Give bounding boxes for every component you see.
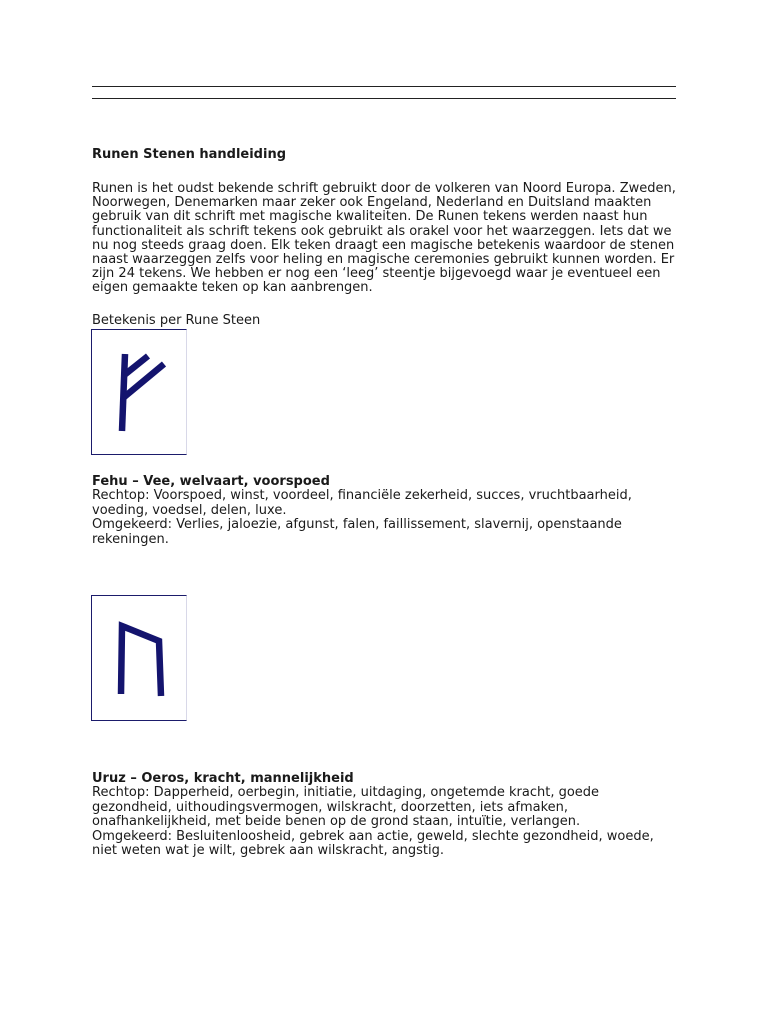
rune-name: Fehu – Vee, welvaart, voorspoed <box>92 474 330 489</box>
rune-entry-uruz <box>92 772 692 858</box>
rune-description-line: rekeningen. <box>92 531 169 547</box>
intro-line: zijn 24 tekens. We hebben er nog een ‘leeg’ steentje bijgevoegd waar je eventueel een <box>92 266 661 282</box>
rune-entry-fehu <box>92 475 692 547</box>
section-subheading: Betekenis per Rune Steen <box>92 313 261 328</box>
rune-description-line: onafhankelijkheid, met beide benen op de grond staan, intuïtie, verlangen. <box>92 814 581 830</box>
intro-line: gebruik van dit schrift met magische kwaliteiten. De Runen tekens werden naast hun <box>92 209 648 225</box>
rune-description-line: Rechtop: Voorspoed, winst, voordeel, financiële zekerheid, succes, vruchtbaarheid, <box>92 488 632 504</box>
rune-description-line: voeding, voedsel, delen, luxe. <box>92 502 287 518</box>
intro-paragraph <box>92 182 692 296</box>
rune-name: Uruz – Oeros, kracht, mannelijkheid <box>92 771 354 786</box>
intro-line: Runen is het oudst bekende schrift gebruikt door de volkeren van Noord Europa. Zweden, <box>92 181 676 196</box>
rune-description-line: Omgekeerd: Besluitenloosheid, gebrek aan actie, geweld, slechte gezondheid, woede, <box>92 828 654 844</box>
intro-line: naast waarzeggen zelfs voor heling en magische ceremonies gebruikt kunnen worden. Er <box>92 252 675 268</box>
intro-line: Noorwegen, Denemarken maar zeker ook Engeland, Nederland en Duitsland maakten <box>92 195 652 211</box>
fehu-rune-image <box>91 329 187 455</box>
document-title: Runen Stenen handleiding <box>92 147 287 162</box>
header-rule-top <box>92 86 676 87</box>
intro-line: eigen gemaakte teken op kan aanbrengen. <box>92 280 373 296</box>
fehu-rune-icon <box>92 330 188 456</box>
intro-line: nu nog steeds graag doen. Elk teken draagt een magische betekenis waardoor de stenen <box>92 237 675 253</box>
intro-line: functionaliteit als schrift tekens ook gebruikt als orakel voor het waarzeggen. Iets dat we <box>92 223 672 239</box>
rune-description-line: niet weten wat je wilt, gebrek aan wilskracht, angstig. <box>92 843 445 859</box>
uruz-rune-icon <box>92 596 188 722</box>
header-rule-bottom <box>92 98 676 99</box>
rune-description-line: gezondheid, uithoudingsvermogen, wilskracht, doorzetten, iets afmaken, <box>92 799 569 815</box>
uruz-rune-image <box>91 595 187 721</box>
rune-description-line: Omgekeerd: Verlies, jaloezie, afgunst, falen, faillissement, slavernij, openstaande <box>92 517 622 533</box>
rune-description-line: Rechtop: Dapperheid, oerbegin, initiatie, uitdaging, ongetemde kracht, goede <box>92 785 600 801</box>
